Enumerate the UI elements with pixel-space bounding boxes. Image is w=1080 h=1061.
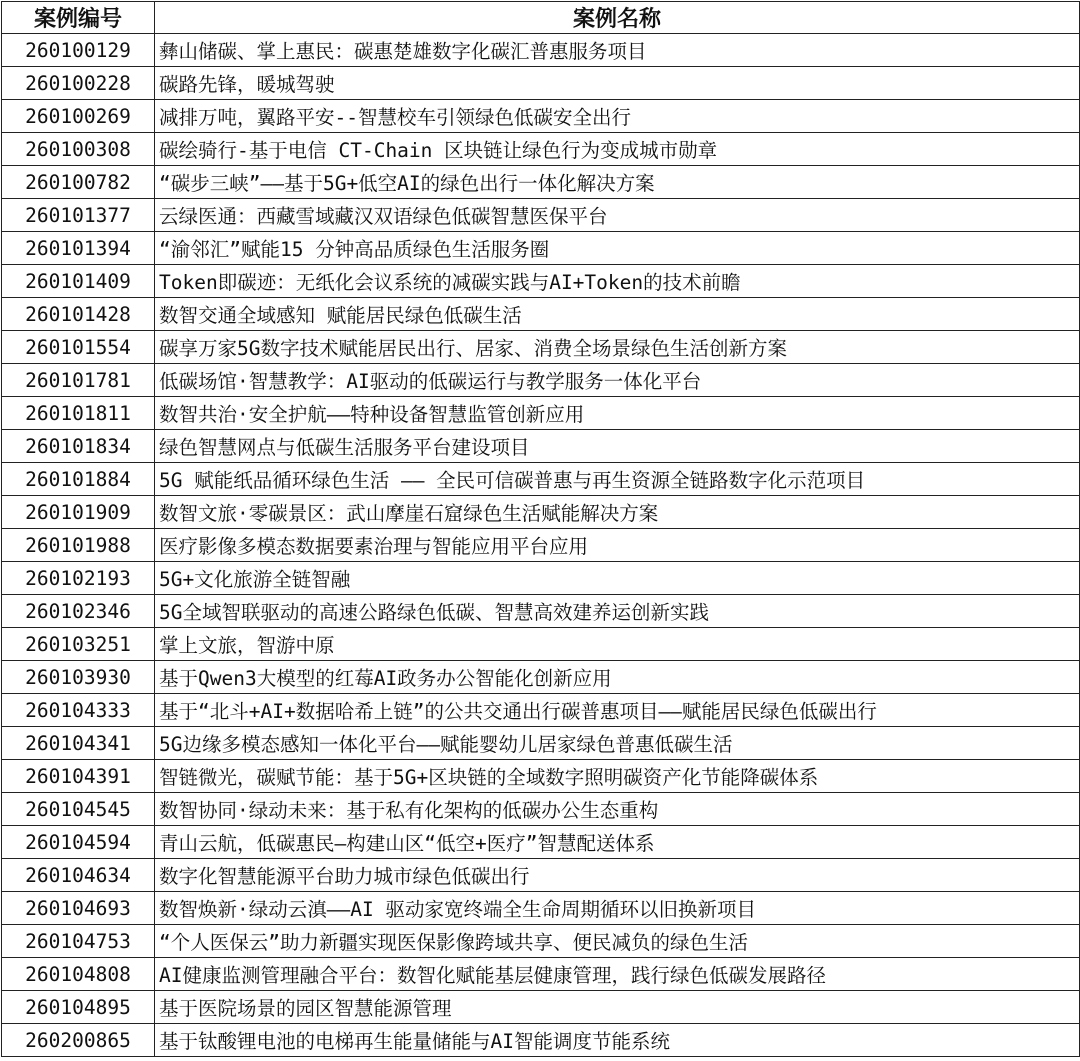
case-id-cell: 260101377: [2, 199, 155, 232]
table-row: [2, 232, 1080, 265]
case-id-cell: 260200865: [2, 1024, 155, 1057]
case-id-cell: 260101811: [2, 397, 155, 430]
header-row: [2, 2, 1080, 34]
case-id-cell: 260101909: [2, 496, 155, 529]
case-name-cell: 掌上文旅，智游中原: [155, 628, 1080, 661]
table-row: [2, 628, 1080, 661]
case-name-cell: “碳步三峡”——基于5G+低空AI的绿色出行一体化解决方案: [155, 166, 1080, 199]
table-row: [2, 34, 1080, 67]
table-row: [2, 727, 1080, 760]
table-row: [2, 1024, 1080, 1057]
case-name-cell: “个人医保云”助力新疆实现医保影像跨域共享、便民减负的绿色生活: [155, 925, 1080, 958]
case-id-cell: 260104634: [2, 859, 155, 892]
case-name-cell: 数字化智慧能源平台助力城市绿色低碳出行: [155, 859, 1080, 892]
table-row: [2, 265, 1080, 298]
table-row: [2, 892, 1080, 925]
case-id-cell: 260104895: [2, 991, 155, 1024]
case-name-cell: AI健康监测管理融合平台：数智化赋能基层健康管理，践行绿色低碳发展路径: [155, 958, 1080, 991]
case-id-cell: 260100782: [2, 166, 155, 199]
table-row: [2, 760, 1080, 793]
case-id-cell: 260100129: [2, 34, 155, 67]
table-row: [2, 463, 1080, 496]
case-rows: [2, 34, 1080, 1057]
table-row: [2, 364, 1080, 397]
case-name-cell: 数智交通全域感知 赋能居民绿色低碳生活: [155, 298, 1080, 331]
table-row: [2, 859, 1080, 892]
case-id-cell: 260104693: [2, 892, 155, 925]
case-name-cell: 数智文旅·零碳景区：武山摩崖石窟绿色生活赋能解决方案: [155, 496, 1080, 529]
table-row: [2, 496, 1080, 529]
case-id-cell: 260101781: [2, 364, 155, 397]
table-row: [2, 397, 1080, 430]
case-id-cell: 260104594: [2, 826, 155, 859]
case-name-cell: 基于钛酸锂电池的电梯再生能量储能与AI智能调度节能系统: [155, 1024, 1080, 1057]
case-id-cell: 260102193: [2, 562, 155, 595]
table-row: [2, 826, 1080, 859]
header-case-id: 案例编号: [2, 2, 155, 34]
case-name-cell: 青山云航，低碳惠民—构建山区“低空+医疗”智慧配送体系: [155, 826, 1080, 859]
case-id-cell: 260104333: [2, 694, 155, 727]
case-name-cell: 智链微光，碳赋节能：基于5G+区块链的全域数字照明碳资产化节能降碳体系: [155, 760, 1080, 793]
case-name-cell: 数智协同·绿动未来：基于私有化架构的低碳办公生态重构: [155, 793, 1080, 826]
case-id-cell: 260101884: [2, 463, 155, 496]
table-row: [2, 793, 1080, 826]
case-id-cell: 260101554: [2, 331, 155, 364]
table-row: [2, 166, 1080, 199]
case-name-cell: 彝山储碳、掌上惠民：碳惠楚雄数字化碳汇普惠服务项目: [155, 34, 1080, 67]
case-id-cell: 260102346: [2, 595, 155, 628]
case-id-cell: 260101409: [2, 265, 155, 298]
case-table: [1, 1, 1080, 1057]
case-name-cell: 基于Qwen3大模型的红莓AI政务办公智能化创新应用: [155, 661, 1080, 694]
table-row: [2, 958, 1080, 991]
case-name-cell: 5G+文化旅游全链智融: [155, 562, 1080, 595]
table-row: [2, 100, 1080, 133]
case-id-cell: 260101428: [2, 298, 155, 331]
case-id-cell: 260101394: [2, 232, 155, 265]
case-id-cell: 260104545: [2, 793, 155, 826]
table-row: [2, 661, 1080, 694]
case-name-cell: 数智共治·安全护航——特种设备智慧监管创新应用: [155, 397, 1080, 430]
case-id-cell: 260100308: [2, 133, 155, 166]
table-row: [2, 298, 1080, 331]
case-name-cell: 绿色智慧网点与低碳生活服务平台建设项目: [155, 430, 1080, 463]
table-row: [2, 562, 1080, 595]
case-name-cell: 数智焕新·绿动云滇——AI 驱动家宽终端全生命周期循环以旧换新项目: [155, 892, 1080, 925]
case-name-cell: 5G边缘多模态感知一体化平台——赋能婴幼儿居家绿色普惠低碳生活: [155, 727, 1080, 760]
header-case-name: 案例名称: [155, 2, 1080, 34]
table-row: [2, 331, 1080, 364]
case-name-cell: 云绿医通：西藏雪域藏汉双语绿色低碳智慧医保平台: [155, 199, 1080, 232]
case-name-cell: 碳享万家5G数字技术赋能居民出行、居家、消费全场景绿色生活创新方案: [155, 331, 1080, 364]
table-row: [2, 529, 1080, 562]
table-row: [2, 694, 1080, 727]
case-name-cell: 低碳场馆·智慧教学：AI驱动的低碳运行与教学服务一体化平台: [155, 364, 1080, 397]
table-row: [2, 595, 1080, 628]
table-row: [2, 133, 1080, 166]
table-row: [2, 199, 1080, 232]
table-row: [2, 430, 1080, 463]
case-name-cell: “渝邻汇”赋能15 分钟高品质绿色生活服务圈: [155, 232, 1080, 265]
case-id-cell: 260103930: [2, 661, 155, 694]
table-row: [2, 925, 1080, 958]
case-name-cell: 减排万吨，翼路平安--智慧校车引领绿色低碳安全出行: [155, 100, 1080, 133]
case-id-cell: 260103251: [2, 628, 155, 661]
case-name-cell: 碳绘骑行-基于电信 CT-Chain 区块链让绿色行为变成城市勋章: [155, 133, 1080, 166]
case-id-cell: 260104391: [2, 760, 155, 793]
table-row: [2, 67, 1080, 100]
case-id-cell: 260100269: [2, 100, 155, 133]
case-id-cell: 260101834: [2, 430, 155, 463]
case-name-cell: 5G 赋能纸品循环绿色生活 —— 全民可信碳普惠与再生资源全链路数字化示范项目: [155, 463, 1080, 496]
case-name-cell: 碳路先锋，暖城驾驶: [155, 67, 1080, 100]
case-name-cell: 5G全域智联驱动的高速公路绿色低碳、智慧高效建养运创新实践: [155, 595, 1080, 628]
case-id-cell: 260104753: [2, 925, 155, 958]
case-id-cell: 260101988: [2, 529, 155, 562]
case-name-cell: Token即碳迹：无纸化会议系统的减碳实践与AI+Token的技术前瞻: [155, 265, 1080, 298]
table-row: [2, 991, 1080, 1024]
case-id-cell: 260100228: [2, 67, 155, 100]
case-name-cell: 医疗影像多模态数据要素治理与智能应用平台应用: [155, 529, 1080, 562]
case-id-cell: 260104808: [2, 958, 155, 991]
case-name-cell: 基于医院场景的园区智慧能源管理: [155, 991, 1080, 1024]
case-name-cell: 基于“北斗+AI+数据哈希上链”的公共交通出行碳普惠项目——赋能居民绿色低碳出行: [155, 694, 1080, 727]
case-id-cell: 260104341: [2, 727, 155, 760]
